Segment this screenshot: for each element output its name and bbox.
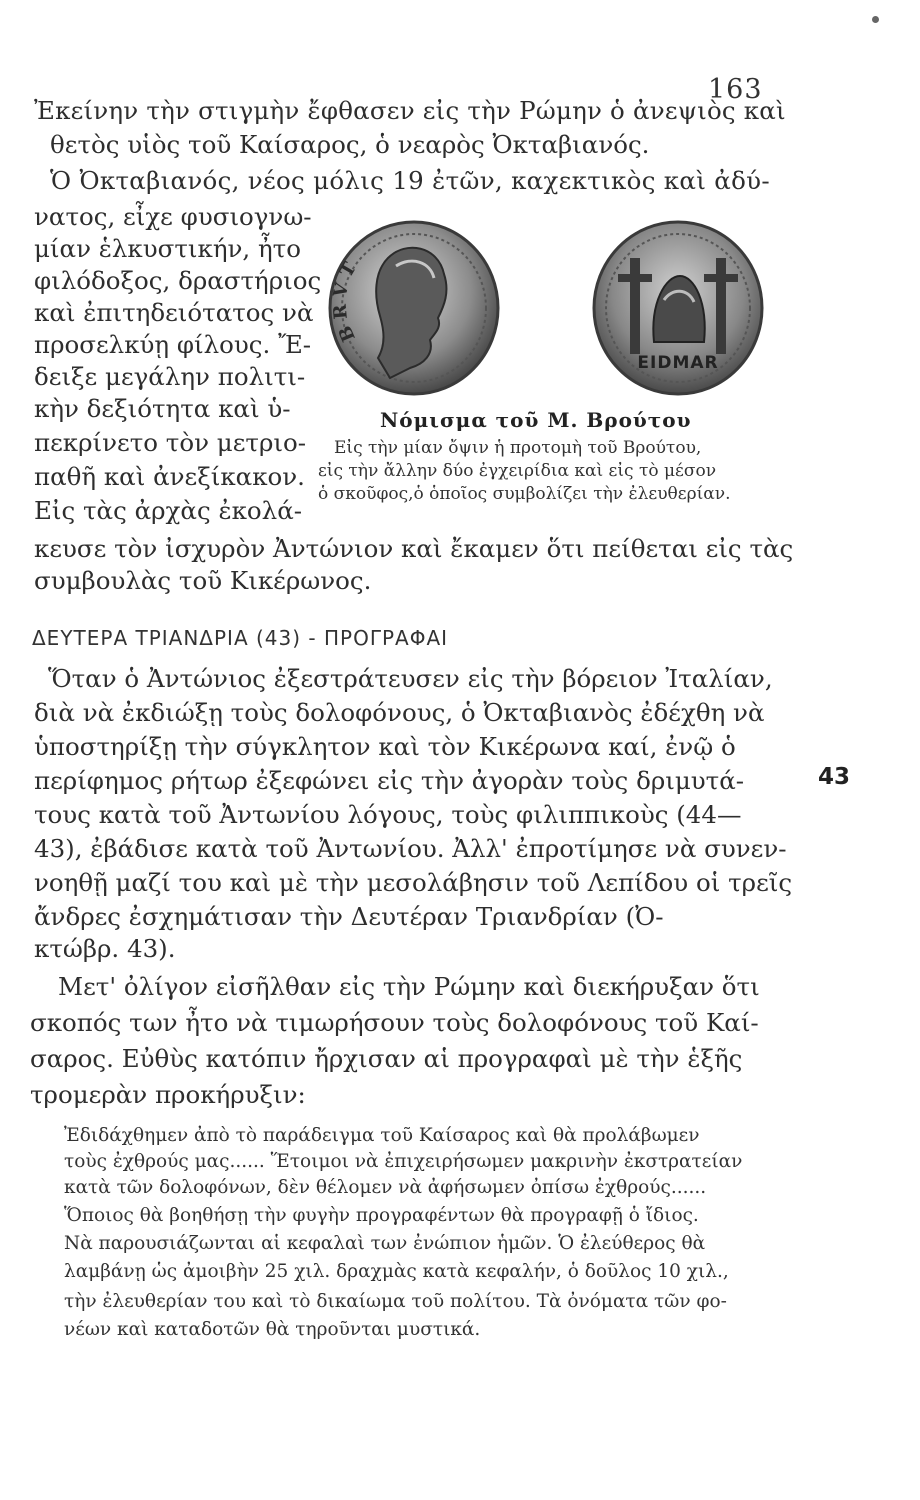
text-line: περίφημος ρήτωρ ἐξεφώνει εἰς τὴν ἀγορὰν τοὺς δριμυτά-	[34, 766, 745, 795]
text-line: νοηθῇ μαζί του καὶ μὲ τὴν μεσολάβησιν τοῦ Λεπίδου οἱ τρεῖς	[34, 868, 793, 897]
page-number: 163	[708, 74, 763, 105]
section-heading: ΔΕΥΤΕΡΑ ΤΡΙΑΝΔΡΙΑ (43) - ΠΡΟΓΡΑΦΑΙ	[32, 626, 449, 650]
text-line: 43), ἐβάδισε κατὰ τοῦ Ἀντωνίου. Ἀλλ' ἐπροτίμησε νὰ συνεν-	[34, 834, 787, 863]
text-line: Ὅταν ὁ Ἀντώνιος ἐξεστράτευσεν εἰς τὴν βόρειον Ἰταλίαν,	[48, 664, 773, 693]
coin-caption-title: Νόμισμα τοῦ Μ. Βρούτου	[380, 408, 692, 432]
text-line: κτώβρ. 43).	[34, 934, 176, 963]
quote-line: λαμβάνῃ ὡς ἀμοιβὴν 25 χιλ. δραχμὰς κατὰ κεφαλήν, ὁ δοῦλος 10 χιλ.,	[64, 1261, 729, 1282]
text-line: νατος, εἶχε φυσιογνω-	[34, 202, 312, 231]
coin-caption-line: εἰς τὴν ἄλλην δύο ἐγχειρίδια καὶ εἰς τὸ μέσον	[318, 461, 717, 481]
coin-reverse-image	[590, 218, 766, 398]
quote-line: Νὰ παρουσιάζωνται αἱ κεφαλαὶ των ἐνώπιον ἡμῶν. Ὁ ἐλεύθερος θὰ	[64, 1233, 706, 1254]
text-line: σκοπός των ἦτο νὰ τιμωρήσουν τοὺς δολοφόνους τοῦ Καί-	[30, 1008, 759, 1037]
quote-line: τοὺς ἐχθρούς μας...... Ἕτοιμοι νὰ ἐπιχειρήσωμεν μακρινὴν ἐκστρατείαν	[64, 1151, 743, 1172]
text-line: Εἰς τὰς ἀρχὰς ἐκολά-	[34, 496, 303, 525]
text-line: Μετ' ὀλίγον εἰσῆλθαν εἰς τὴν Ρώμην καὶ διεκήρυξαν ὅτι	[58, 972, 760, 1001]
quote-line: Ὅποιος θὰ βοηθήσῃ τὴν φυγὴν προγραφέντων θὰ προγραφῇ ὁ ἴδιος.	[64, 1205, 699, 1226]
text-line: ὑποστηρίξῃ τὴν σύγκλητον καὶ τὸν Κικέρωνα καί, ἐνῷ ὁ	[34, 732, 736, 761]
text-line: δειξε μεγάλην πολιτι-	[34, 362, 306, 391]
text-line: τρομερὰν προκήρυξιν:	[30, 1080, 306, 1109]
text-line: κευσε τὸν ἰσχυρὸν Ἀντώνιον καὶ ἔκαμεν ὅτι πείθεται εἰς τὰς	[34, 534, 794, 563]
coin-caption-line: Εἰς τὴν μίαν ὄψιν ἡ προτομὴ τοῦ Βρούτου,	[334, 438, 702, 458]
text-line: καὶ ἐπιτηδειότατος νὰ	[34, 298, 314, 327]
coin-obverse-image	[326, 218, 502, 398]
coin-legend-back: EIDMAR	[637, 353, 719, 373]
quote-line: κατὰ τῶν δολοφόνων, δὲν θέλομεν νὰ ἀφήσωμεν ὀπίσω ἐχθρούς......	[64, 1177, 707, 1198]
quote-line: Ἐδιδάχθημεν ἀπὸ τὸ παράδειγμα τοῦ Καίσαρος καὶ θὰ προλάβωμεν	[64, 1125, 700, 1146]
text-line: Ὁ Ὀκταβιανός, νέος μόλις 19 ἐτῶν, καχεκτικὸς καὶ ἀδύ-	[50, 166, 770, 195]
coin-caption-line: ὁ σκοῦφος,ὁ ὁποῖος συμβολίζει τὴν ἐλευθερίαν.	[318, 484, 731, 504]
text-line: ἄνδρες ἐσχημάτισαν τὴν Δευτέραν Τριανδρίαν (Ὀ-	[34, 902, 664, 931]
text-line: προσελκύῃ φίλους. Ἔ-	[34, 330, 312, 359]
text-line: πεκρίνετο τὸν μετριο-	[34, 428, 306, 457]
text-line: παθῆ καὶ ἀνεξίκακον.	[34, 462, 305, 491]
text-line: μίαν ἑλκυστικήν, ἦτο	[34, 234, 301, 263]
text-line: διὰ νὰ ἐκδιώξῃ τοὺς δολοφόνους, ὁ Ὀκταβιανὸς ἐδέχθη νὰ	[34, 698, 765, 727]
speck-mark	[872, 16, 879, 23]
text-line: σαρος. Εὐθὺς κατόπιν ἤρχισαν αἱ προγραφαὶ μὲ τὴν ἑξῆς	[30, 1044, 743, 1073]
text-line: θετὸς υἱὸς τοῦ Καίσαρος, ὁ νεαρὸς Ὀκταβιανός.	[50, 130, 650, 159]
text-line: κὴν δεξιότητα καὶ ὑ-	[34, 394, 291, 423]
quote-line: τὴν ἐλευθερίαν του καὶ τὸ δικαίωμα τοῦ πολίτου. Τὰ ὀνόματα τῶν φο-	[64, 1291, 727, 1312]
quote-line: νέων καὶ καταδοτῶν θὰ τηροῦνται μυστικά.	[64, 1319, 481, 1340]
text-line: συμβουλὰς τοῦ Κικέρωνος.	[34, 566, 372, 595]
coin-legend-front: BRVT	[329, 253, 364, 345]
text-line: τους κατὰ τοῦ Ἀντωνίου λόγους, τοὺς φιλιππικοὺς (44—	[34, 800, 742, 829]
text-line: Ἐκείνην τὴν στιγμὴν ἔφθασεν εἰς τὴν Ρώμην ὁ ἀνεψιὸς καὶ	[34, 96, 786, 125]
text-line: φιλόδοξος, δραστήριος	[34, 266, 322, 295]
margin-number: 43	[818, 764, 851, 790]
